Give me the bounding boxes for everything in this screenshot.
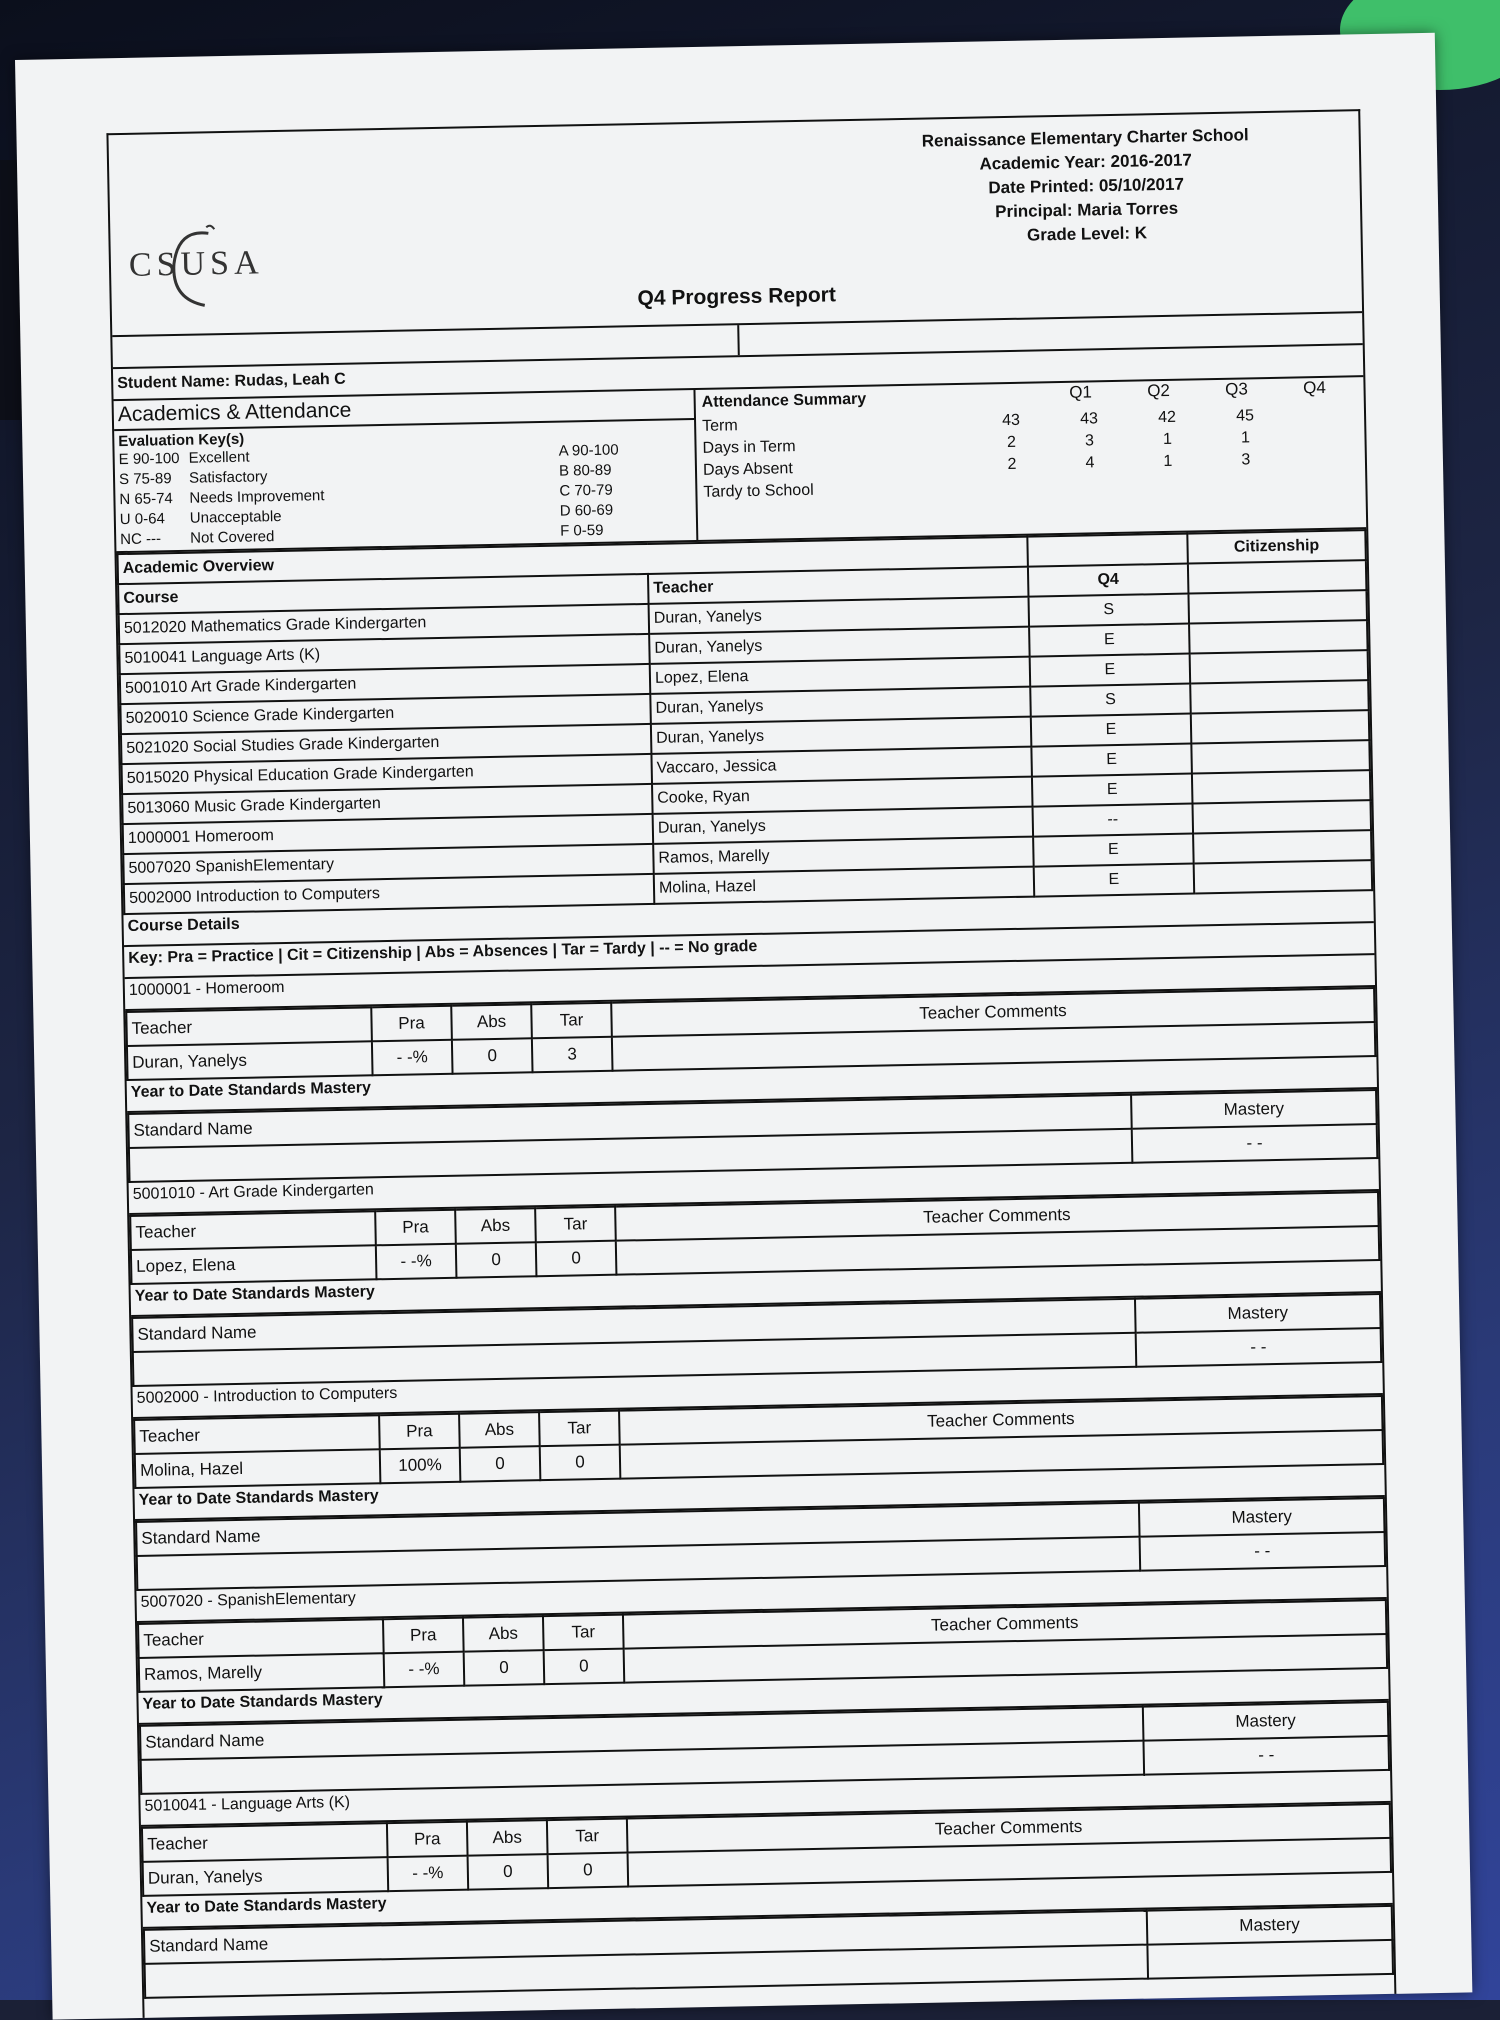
course-name: 1000001 Homeroom bbox=[123, 814, 653, 854]
detail-header-comments: Teacher Comments bbox=[627, 1804, 1391, 1853]
academics-title: Academics & Attendance bbox=[114, 390, 694, 431]
detail-tar: 0 bbox=[544, 1649, 625, 1685]
course-detail-name: 1000001 - Homeroom bbox=[125, 955, 1375, 1011]
mastery-header-standard: Standard Name bbox=[144, 1911, 1147, 1964]
overview-header-teacher: Teacher bbox=[648, 567, 1029, 604]
academic-overview-table bbox=[116, 529, 1373, 915]
evaluation-key-code: S 75-89 bbox=[118, 470, 172, 489]
attendance-value: 2 bbox=[1007, 455, 1017, 474]
mastery-header-standard: Standard Name bbox=[136, 1503, 1139, 1556]
detail-header-tar: Tar bbox=[543, 1615, 624, 1651]
date-printed: Date Printed: 05/10/2017 bbox=[988, 174, 1185, 198]
detail-pra: - -% bbox=[388, 1856, 469, 1892]
detail-pra: - -% bbox=[372, 1040, 453, 1076]
course-name: 5020010 Science Grade Kindergarten bbox=[120, 694, 650, 734]
detail-header-tar: Tar bbox=[547, 1819, 628, 1855]
course-teacher: Duran, Yanelys bbox=[649, 627, 1030, 664]
course-details-title: Course Details bbox=[123, 891, 1373, 947]
mastery-value bbox=[1147, 1940, 1393, 1979]
mastery-header-standard: Standard Name bbox=[132, 1299, 1135, 1352]
principal: Principal: Maria Torres bbox=[994, 198, 1179, 222]
course-q4-grade: E bbox=[1031, 744, 1192, 777]
attendance-value: 1 bbox=[1162, 430, 1173, 449]
detail-header-tar: Tar bbox=[531, 1003, 612, 1039]
evaluation-key-panel bbox=[114, 390, 699, 551]
evaluation-key-letter: F 0-59 bbox=[559, 521, 604, 540]
evaluation-key-letter: D 60-69 bbox=[559, 501, 614, 520]
detail-header-teacher: Teacher bbox=[126, 1007, 372, 1046]
attendance-label: Tardy to School bbox=[703, 481, 814, 501]
course-detail-name: 5010041 - Language Arts (K) bbox=[140, 1771, 1390, 1827]
overview-title: Academic Overview bbox=[118, 537, 1028, 584]
mastery-value: - - bbox=[1140, 1532, 1386, 1571]
detail-header-pra: Pra bbox=[375, 1210, 456, 1246]
course-detail-name: 5001010 - Art Grade Kindergarten bbox=[129, 1159, 1379, 1215]
course-name: 5015020 Physical Education Grade Kindergarten bbox=[122, 754, 652, 794]
logo-text: CSUSA bbox=[128, 244, 264, 284]
attendance-value bbox=[1129, 472, 1207, 495]
evaluation-key-letter: B 80-89 bbox=[558, 461, 612, 480]
mastery-header-mastery: Mastery bbox=[1143, 1702, 1389, 1741]
detail-pra: - -% bbox=[376, 1244, 457, 1280]
evaluation-key-text: Excellent bbox=[188, 448, 250, 467]
course-name: 5001010 Art Grade Kindergarten bbox=[120, 664, 650, 704]
evaluation-key-letter: A 90-100 bbox=[558, 441, 619, 460]
course-teacher: Ramos, Marelly bbox=[653, 837, 1034, 874]
report-frame bbox=[106, 109, 1396, 2018]
detail-teacher: Molina, Hazel bbox=[135, 1449, 381, 1488]
overview-header-q4: Q4 bbox=[1028, 564, 1189, 597]
course-detail-name: 5002000 - Introduction to Computers bbox=[132, 1363, 1382, 1419]
detail-header-comments: Teacher Comments bbox=[611, 988, 1375, 1037]
course-name: 5021020 Social Studies Grade Kindergarten bbox=[121, 724, 651, 764]
course-citizenship bbox=[1191, 740, 1370, 773]
attendance-value bbox=[1207, 471, 1285, 494]
course-teacher: Duran, Yanelys bbox=[651, 717, 1032, 754]
evaluation-key-letter: C 70-79 bbox=[559, 481, 613, 500]
detail-tar: 0 bbox=[548, 1853, 629, 1889]
report-header bbox=[108, 111, 1362, 337]
detail-tar: 0 bbox=[536, 1241, 617, 1277]
detail-header-tar: Tar bbox=[535, 1207, 616, 1243]
attendance-quarter: Q2 bbox=[1147, 380, 1171, 401]
course-q4-grade: S bbox=[1030, 684, 1191, 717]
course-q4-grade: E bbox=[1034, 864, 1195, 897]
detail-header-abs: Abs bbox=[455, 1208, 536, 1244]
detail-header-teacher: Teacher bbox=[134, 1415, 380, 1454]
course-citizenship bbox=[1193, 830, 1372, 863]
school-name: Renaissance Elementary Charter School bbox=[921, 125, 1249, 151]
overview-header-citizenship: Citizenship bbox=[1187, 530, 1366, 563]
course-citizenship bbox=[1190, 650, 1369, 683]
detail-teacher: Lopez, Elena bbox=[131, 1245, 377, 1284]
course-citizenship bbox=[1192, 800, 1371, 833]
attendance-value bbox=[1051, 474, 1129, 497]
course-teacher: Molina, Hazel bbox=[654, 867, 1035, 904]
detail-header-comments: Teacher Comments bbox=[619, 1396, 1383, 1445]
mastery-title: Year to Date Standards Mastery bbox=[142, 1873, 1392, 1929]
course-teacher: Duran, Yanelys bbox=[653, 807, 1034, 844]
detail-teacher: Ramos, Marelly bbox=[139, 1653, 385, 1692]
detail-teacher: Duran, Yanelys bbox=[127, 1041, 373, 1080]
course-q4-grade: E bbox=[1033, 834, 1194, 867]
attendance-value: 3 bbox=[1084, 432, 1095, 450]
academic-year: Academic Year: 2016-2017 bbox=[979, 150, 1193, 174]
course-citizenship bbox=[1188, 590, 1367, 623]
course-name: 5007020 SpanishElementary bbox=[123, 844, 653, 884]
detail-abs: 0 bbox=[464, 1650, 545, 1686]
detail-tar: 3 bbox=[532, 1037, 613, 1073]
mastery-value: - - bbox=[1136, 1328, 1382, 1367]
mastery-title: Year to Date Standards Mastery bbox=[127, 1057, 1377, 1113]
mastery-header-standard: Standard Name bbox=[128, 1095, 1131, 1148]
attendance-table bbox=[702, 403, 1356, 504]
course-name: 5010041 Language Arts (K) bbox=[119, 634, 649, 674]
attendance-value: 42 bbox=[1158, 408, 1177, 427]
attendance-label: Days in Term bbox=[702, 438, 796, 457]
overview-header-course: Course bbox=[118, 574, 648, 614]
student-name: Student Name: Rudas, Leah C bbox=[113, 345, 1363, 401]
detail-header-pra: Pra bbox=[379, 1414, 460, 1450]
attendance-value: 3 bbox=[1241, 451, 1251, 469]
detail-header-abs: Abs bbox=[451, 1004, 532, 1040]
attendance-quarter: Q1 bbox=[1069, 382, 1093, 402]
course-q4-grade: E bbox=[1029, 624, 1190, 657]
course-citizenship bbox=[1192, 770, 1371, 803]
evaluation-key-code: N 65-74 bbox=[119, 490, 173, 509]
mastery-value: - - bbox=[1143, 1736, 1389, 1775]
course-q4-grade: E bbox=[1030, 654, 1191, 687]
course-citizenship bbox=[1191, 710, 1370, 743]
evaluation-key-text: Needs Improvement bbox=[189, 487, 325, 507]
detail-header-abs: Abs bbox=[467, 1820, 548, 1856]
detail-abs: 0 bbox=[468, 1854, 549, 1890]
evaluation-key-code: U 0-64 bbox=[119, 510, 166, 529]
attendance-value: 43 bbox=[1080, 410, 1099, 428]
detail-header-teacher: Teacher bbox=[130, 1211, 376, 1250]
attendance-value: 1 bbox=[1163, 452, 1173, 471]
attendance-label: Days Absent bbox=[702, 460, 793, 479]
course-q4-grade: E bbox=[1031, 714, 1192, 747]
course-name: 5012020 Mathematics Grade Kindergarten bbox=[119, 604, 649, 644]
course-name: 5013060 Music Grade Kindergarten bbox=[122, 784, 652, 824]
course-citizenship bbox=[1190, 680, 1369, 713]
attendance-label: Term bbox=[701, 417, 738, 435]
attendance-value bbox=[973, 475, 1051, 498]
overview-header-q4-top bbox=[1027, 534, 1188, 567]
attendance-quarter: Q3 bbox=[1225, 379, 1249, 399]
attendance-value: 4 bbox=[1085, 454, 1095, 472]
course-citizenship bbox=[1189, 620, 1368, 653]
course-teacher: Lopez, Elena bbox=[650, 657, 1031, 694]
detail-header-comments: Teacher Comments bbox=[615, 1192, 1379, 1241]
course-details-key: Key: Pra = Practice | Cit = Citizenship | Abs = Absences | Tar = Tardy | -- = No grade bbox=[124, 923, 1374, 979]
mastery-header-standard: Standard Name bbox=[140, 1707, 1143, 1760]
evaluation-key-text: Not Covered bbox=[190, 528, 275, 547]
evaluation-key-list bbox=[115, 439, 697, 550]
detail-header-pra: Pra bbox=[371, 1006, 452, 1042]
detail-header-tar: Tar bbox=[539, 1411, 620, 1447]
course-details-list bbox=[125, 955, 1394, 1999]
detail-teacher: Duran, Yanelys bbox=[143, 1857, 389, 1896]
detail-pra: 100% bbox=[380, 1448, 461, 1484]
evaluation-key-title: Evaluation Key(s) bbox=[118, 430, 245, 451]
evaluation-key-text: Unacceptable bbox=[189, 507, 282, 527]
evaluation-key-text: Satisfactory bbox=[188, 468, 268, 487]
course-detail-name: 5007020 - SpanishElementary bbox=[136, 1567, 1386, 1623]
detail-pra: - -% bbox=[384, 1652, 465, 1688]
detail-header-pra: Pra bbox=[383, 1618, 464, 1654]
overview-body bbox=[119, 590, 1373, 914]
grade-level: Grade Level: K bbox=[1026, 223, 1148, 245]
detail-abs: 0 bbox=[452, 1038, 533, 1074]
course-teacher: Duran, Yanelys bbox=[650, 687, 1031, 724]
mastery-title: Year to Date Standards Mastery bbox=[134, 1465, 1384, 1521]
mastery-header-mastery: Mastery bbox=[1131, 1090, 1377, 1129]
course-teacher: Duran, Yanelys bbox=[649, 597, 1030, 634]
report-title: Q4 Progress Report bbox=[637, 283, 837, 311]
school-info bbox=[922, 123, 1251, 249]
attendance-value: 1 bbox=[1240, 429, 1251, 447]
mastery-header-mastery: Mastery bbox=[1147, 1906, 1393, 1945]
course-q4-grade: E bbox=[1032, 774, 1193, 807]
attendance-value: 45 bbox=[1235, 407, 1255, 425]
detail-header-abs: Abs bbox=[459, 1412, 540, 1448]
detail-header-comments: Teacher Comments bbox=[623, 1600, 1387, 1649]
course-q4-grade: S bbox=[1028, 594, 1189, 627]
report-sheet bbox=[15, 33, 1472, 2020]
course-teacher: Cooke, Ryan bbox=[652, 777, 1033, 814]
detail-abs: 0 bbox=[460, 1446, 541, 1482]
attendance-title: Attendance Summary bbox=[701, 390, 867, 411]
attendance-quarter: Q4 bbox=[1303, 377, 1327, 398]
evaluation-key-code: E 90-100 bbox=[118, 449, 180, 469]
mastery-header-mastery: Mastery bbox=[1139, 1498, 1385, 1537]
attendance-summary bbox=[695, 377, 1366, 540]
detail-abs: 0 bbox=[456, 1242, 537, 1278]
course-teacher: Vaccaro, Jessica bbox=[651, 747, 1032, 784]
detail-header-teacher: Teacher bbox=[142, 1823, 388, 1862]
overview-header-cit-blank bbox=[1188, 560, 1367, 593]
attendance-value: 2 bbox=[1006, 433, 1017, 452]
detail-header-abs: Abs bbox=[463, 1616, 544, 1652]
detail-header-teacher: Teacher bbox=[138, 1619, 384, 1658]
mastery-title: Year to Date Standards Mastery bbox=[131, 1261, 1381, 1317]
mastery-value: - - bbox=[1132, 1124, 1378, 1163]
course-citizenship bbox=[1194, 860, 1373, 893]
academics-attendance bbox=[114, 377, 1367, 553]
mastery-header-mastery: Mastery bbox=[1135, 1294, 1381, 1333]
course-name: 5002000 Introduction to Computers bbox=[124, 874, 654, 914]
detail-tar: 0 bbox=[540, 1445, 621, 1481]
attendance-value: 43 bbox=[1002, 411, 1021, 430]
course-q4-grade: -- bbox=[1033, 804, 1194, 837]
evaluation-key-code: NC --- bbox=[120, 530, 162, 549]
mastery-title: Year to Date Standards Mastery bbox=[138, 1669, 1388, 1725]
detail-header-pra: Pra bbox=[387, 1822, 468, 1858]
